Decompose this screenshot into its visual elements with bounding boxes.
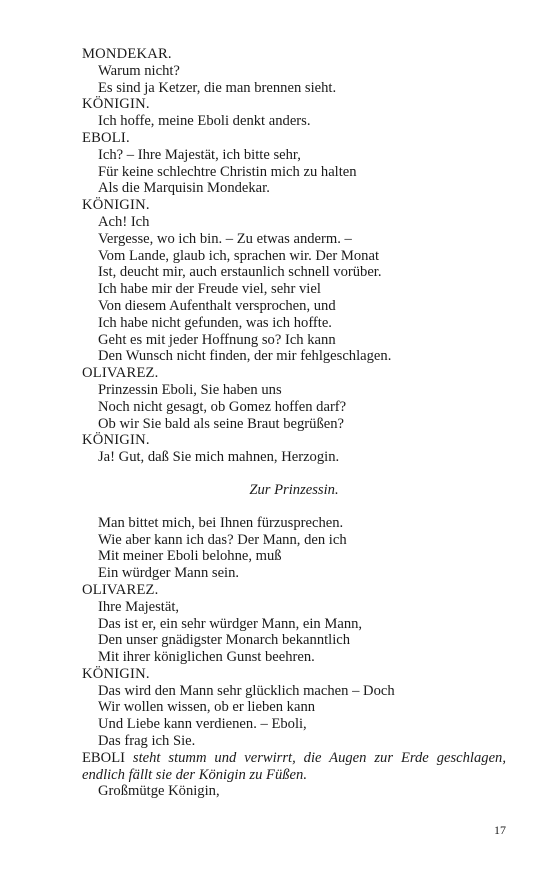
page-number: 17 <box>494 823 506 837</box>
verse-line: Ach! Ich <box>98 213 150 230</box>
verse-line: Für keine schlechtre Christin mich zu halten <box>98 163 357 180</box>
speech-olivarez <box>82 582 506 666</box>
verse-line: Mit meiner Eboli belohne, muß <box>98 548 282 565</box>
verse-line: Ich hoffe, meine Eboli denkt anders. <box>98 113 311 130</box>
verse-line: Als die Marquisin Mondekar. <box>98 180 270 197</box>
play-text-page <box>82 46 506 800</box>
verse-line: Ich habe mir der Freude viel, sehr viel <box>98 281 321 298</box>
speaker-name: OLIVAREZ. <box>82 581 159 598</box>
verse-line: Mit ihrer königlichen Gunst beehren. <box>98 649 315 666</box>
speech-eboli-final <box>82 750 506 800</box>
verse-line: Großmütge Königin, <box>98 783 220 800</box>
verse-line: Ja! Gut, daß Sie mich mahnen, Herzogin. <box>98 449 340 466</box>
speaker-name: MONDEKAR. <box>82 46 172 62</box>
speaker-name: OLIVAREZ. <box>82 365 159 382</box>
speech-olivarez <box>82 365 506 432</box>
stage-direction-inline: steht stumm und verwirrt, die Augen zur Erde geschlagen, endlich fällt sie der Königin zu Füßen. <box>82 749 506 783</box>
speaker-with-stage-direction <box>82 750 506 784</box>
speech-koenigin <box>82 197 506 365</box>
verse-line: Den Wunsch nicht finden, der mir fehlgeschlagen. <box>98 348 392 365</box>
verse-line: Ich habe nicht gefunden, was ich hoffte. <box>98 314 332 331</box>
speaker-name: KÖNIGIN. <box>82 665 150 682</box>
verse-line: Von diesem Aufenthalt versprochen, und <box>98 297 336 314</box>
verse-line: Ihre Majestät, <box>98 598 180 615</box>
speech-eboli <box>82 130 506 197</box>
verse-line: Vom Lande, glaub ich, sprachen wir. Der Monat <box>98 247 379 264</box>
verse-line: Ist, deucht mir, auch erstaunlich schnell vorüber. <box>98 264 382 281</box>
speaker-name: KÖNIGIN. <box>82 197 150 214</box>
verse-line: Ein würdger Mann sein. <box>98 565 240 582</box>
verse-line: Prinzessin Eboli, Sie haben uns <box>98 381 282 398</box>
verse-line: Es sind ja Ketzer, die man brennen sieht. <box>98 79 337 96</box>
verse-line: Und Liebe kann verdienen. – Eboli, <box>98 716 307 733</box>
verse-line: Ob wir Sie bald als seine Braut begrüßen? <box>98 415 344 432</box>
verse-line: Noch nicht gesagt, ob Gomez hoffen darf? <box>98 398 347 415</box>
verse-line: Ich? – Ihre Majestät, ich bitte sehr, <box>98 146 301 163</box>
verse-line: Geht es mit jeder Hoffnung so? Ich kann <box>98 331 336 348</box>
verse-line: Den unser gnädigster Monarch bekanntlich <box>98 632 351 649</box>
speech-mondekar <box>82 46 506 96</box>
speech-koenigin <box>82 666 506 750</box>
verse-line: Vergesse, wo ich bin. – Zu etwas anderm. – <box>98 230 352 247</box>
verse-line: Man bittet mich, bei Ihnen fürzusprechen. <box>98 514 344 531</box>
verse-line: Warum nicht? <box>98 62 180 79</box>
stage-direction: Zur Prinzessin. <box>249 481 339 498</box>
speech-koenigin <box>82 96 506 130</box>
verse-line: Das ist er, ein sehr würdger Mann, ein Mann, <box>98 615 363 632</box>
verse-line: Wie aber kann ich das? Der Mann, den ich <box>98 531 347 548</box>
verse-line: Das frag ich Sie. <box>98 733 196 750</box>
speaker-name: KÖNIGIN. <box>82 432 150 449</box>
verse-line: Das wird den Mann sehr glücklich machen – Doch <box>98 682 395 699</box>
verse-line: Wir wollen wissen, ob er lieben kann <box>98 699 316 716</box>
speaker-name: EBOLI. <box>82 129 130 146</box>
speaker-name: EBOLI <box>82 749 125 766</box>
speech-koenigin <box>82 432 506 466</box>
speech-continuation <box>82 515 506 582</box>
speaker-name: KÖNIGIN. <box>82 96 150 113</box>
